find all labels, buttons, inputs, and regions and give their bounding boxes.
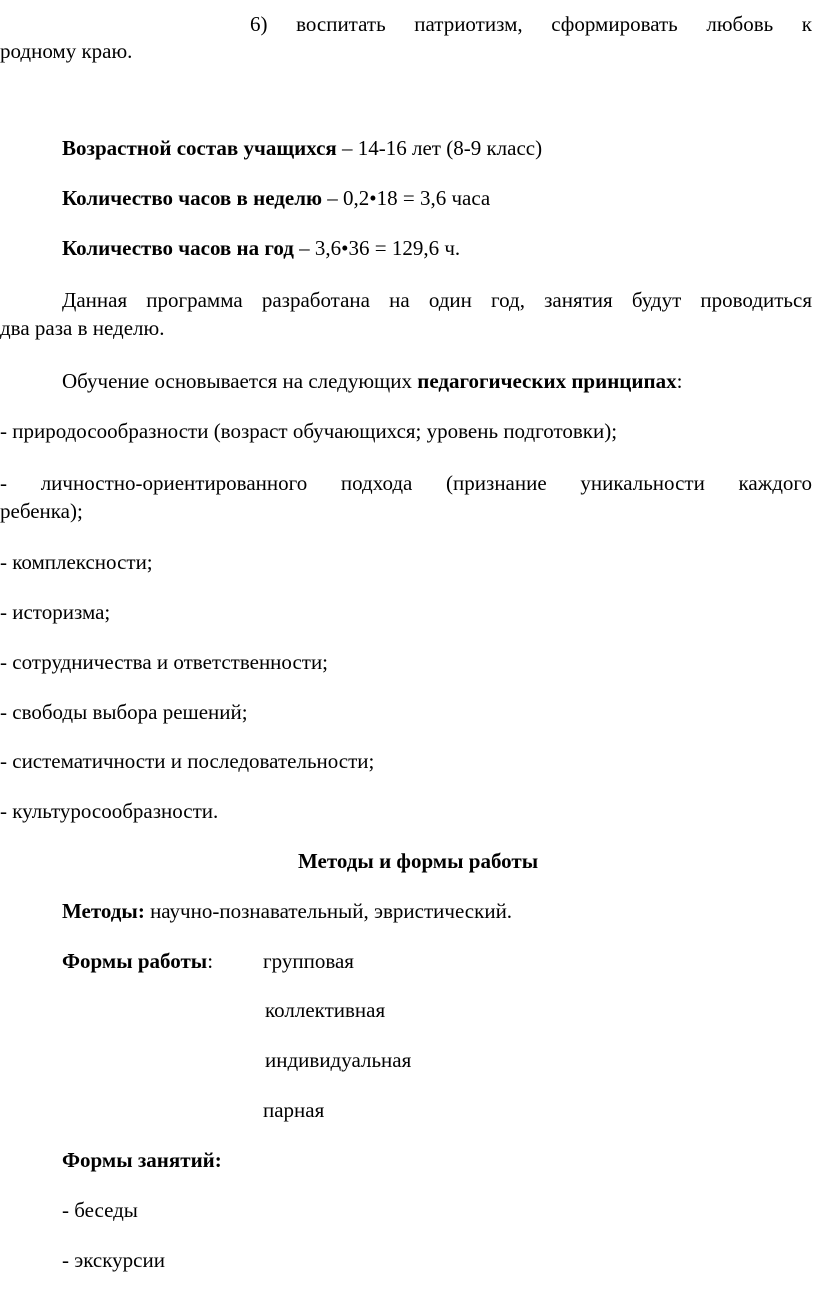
hours-year-label: Количество часов на год [62,236,294,260]
principle-6: - свободы выбора решений; [0,700,248,724]
class-forms-label: Формы занятий: [62,1148,222,1172]
principle-2-line-1: - личностно-ориентированного подхода (признание уникальности каждого [0,471,812,495]
work-forms-label: Формы работы [62,949,208,973]
goal-6-line-1: 6) воспитать патриотизм, сформировать любовь к [250,12,812,36]
section-title: Методы и формы работы [298,849,539,873]
class-form-item: - экскурсии [62,1248,165,1272]
principle-4: - историзма; [0,600,111,624]
age-label: Возрастной состав учащихся [62,136,337,160]
principles-intro-bold: педагогических принципах [417,369,677,393]
methods [62,897,512,925]
principle-7: - систематичности и последовательности; [0,749,375,773]
methods-value: научно-познавательный, эвристический. [144,899,513,923]
principle-2-line-2: ребенка); [0,499,83,523]
work-form-item: парная [263,1098,325,1122]
program-line-2: два раза в неделю. [0,316,165,340]
principles-intro: Обучение основывается на следующих педагогических принципах: [62,369,683,393]
hours-per-week [62,184,490,212]
program-line-1: Данная программа разработана на один год, занятия будут проводиться [62,288,812,312]
age-composition [62,134,542,162]
principle-8: - культуросообразности. [0,799,219,823]
hours-year-value: – 3,6•36 = 129,6 ч. [293,236,461,260]
class-form-item: - беседы [62,1198,138,1222]
work-form-item: групповая [263,949,354,973]
principle-3: - комплексности; [0,550,153,574]
work-form-item: индивидуальная [265,1048,412,1072]
work-forms-label-line: Формы работы: [62,949,214,973]
age-value: – 14-16 лет (8-9 класс) [336,136,543,160]
work-form-item: коллективная [265,998,386,1022]
hours-week-label: Количество часов в неделю [62,186,323,210]
principle-5: - сотрудничества и ответственности; [0,650,329,674]
methods-label: Методы: [62,899,145,923]
goal-6-line-2: родному краю. [0,39,133,63]
hours-week-value: – 0,2•18 = 3,6 часа [322,186,491,210]
hours-per-year [62,234,460,262]
principle-1: - природосообразности (возраст обучающихся; уровень подготовки); [0,419,618,443]
